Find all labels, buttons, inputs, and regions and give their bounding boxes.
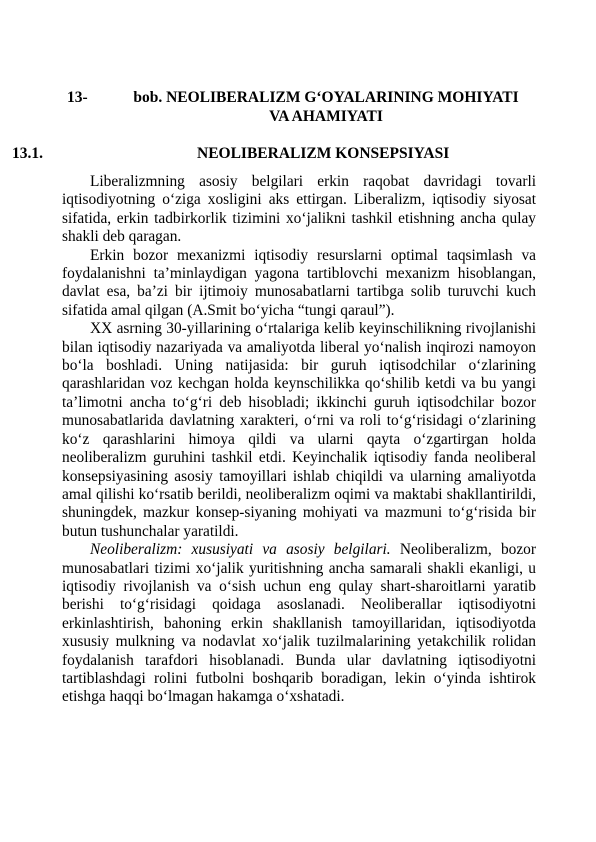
chapter-number: 13- — [67, 89, 88, 106]
paragraph: Liberalizmning asosiy belgilari erkin raqobat davridagi tovarli iqtisodiyotning o‘ziga xosligini aks ettirgan. Liberalizm, iqtisodiy siyosat sifatida, erkin tadbirkorlik tizimini xo‘jalikni tashkil etishning ancha qulay shakli deb qaragan. — [62, 173, 536, 246]
chapter-heading — [60, 88, 540, 126]
chapter-title: bob. NEOLIBERALIZM G‘OYALARINING MOHIYATI VA AHAMIYATI — [133, 89, 519, 125]
section-number: 13.1. — [12, 145, 43, 162]
paragraph — [62, 541, 536, 707]
paragraph: Erkin bozor mexanizmi iqtisodiy resurslarni optimal taqsimlash va foydalanishni ta’minlaydigan yagona tartiblovchi mexanizm hisoblangan, davlat esa, ba’zi bir ijtimoiy munosabatlarni tartibga solib turuvchi kuch sifatida amal qilgan (A.Smit bo‘yicha “tungi qaraul”). — [62, 246, 536, 319]
paragraph-text: Neoliberalizm, bozor munosabatlari tizimi xo‘jalik yuritishning ancha samarali shakli ekanligi, u iqtisodiy rivojlanish va o‘sish uchun eng qulay shart-sharoitlarni yaratib berishi to‘g‘risidagi qoidaga asoslanadi. Neoliberallar iqtisodiyotni erkinlashtirish, bahoning erkin shakllanish tamoyillaridan, iqtisodiyotda xususiy mulkning va nodavlat xo‘jalik tuzilmalarining yetakchilik rolidan foydalanish tarafdori hisoblanadi. Bunda ular davlatning iqtisodiyotni tartiblashdagi rolini futbolni boshqarib boradigan, lekin o‘yinda ishtirok etishga haqqi bo‘lmagan hakamga o‘xshatadi. — [62, 541, 536, 706]
italic-subheading: Neoliberalizm: xususiyati va asosiy belgilari. — [90, 541, 391, 559]
body-text — [62, 173, 536, 707]
paragraph: XX asrning 30-yillarining o‘rtalariga kelib keyinschilikning rivojlanishi bilan iqtisodiy nazariyada va amaliyotda liberal yo‘nalish inqirozi namoyon bo‘la boshladi. Uning natijasida: bir guruh iqtisodchilar o‘zlarining qarashlaridan voz kechgan holda keynschilikka qo‘shilib ketdi va bu yangi ta’limotni ancha to‘g‘ri deb hisobladi; ikkinchi guruh iqtisodchilar bozor munosabatlarida davlatning xarakteri, o‘rni va roli to‘g‘risidagi o‘zlarining ko‘z qarashlarini himoya qildi va ularni qayta o‘zgartirgan holda neoliberalizm guruhini tashkil etdi. Keyinchalik iqtisodiy fanda neoliberal konsepsiyasining asosiy tamoyillari ishlab chiqildi va ularning amaliyotda amal qilishi ko‘rsatib berildi, neoliberalizm oqimi va maktabi shakllantirildi, shuningdek, mazkur konsep-siyaning mohiyati va mazmuni to‘g‘risida bir butun tushunchalar yaratildi. — [62, 320, 536, 540]
section-title: NEOLIBERALIZM KONSEPSIYASI — [197, 145, 450, 162]
